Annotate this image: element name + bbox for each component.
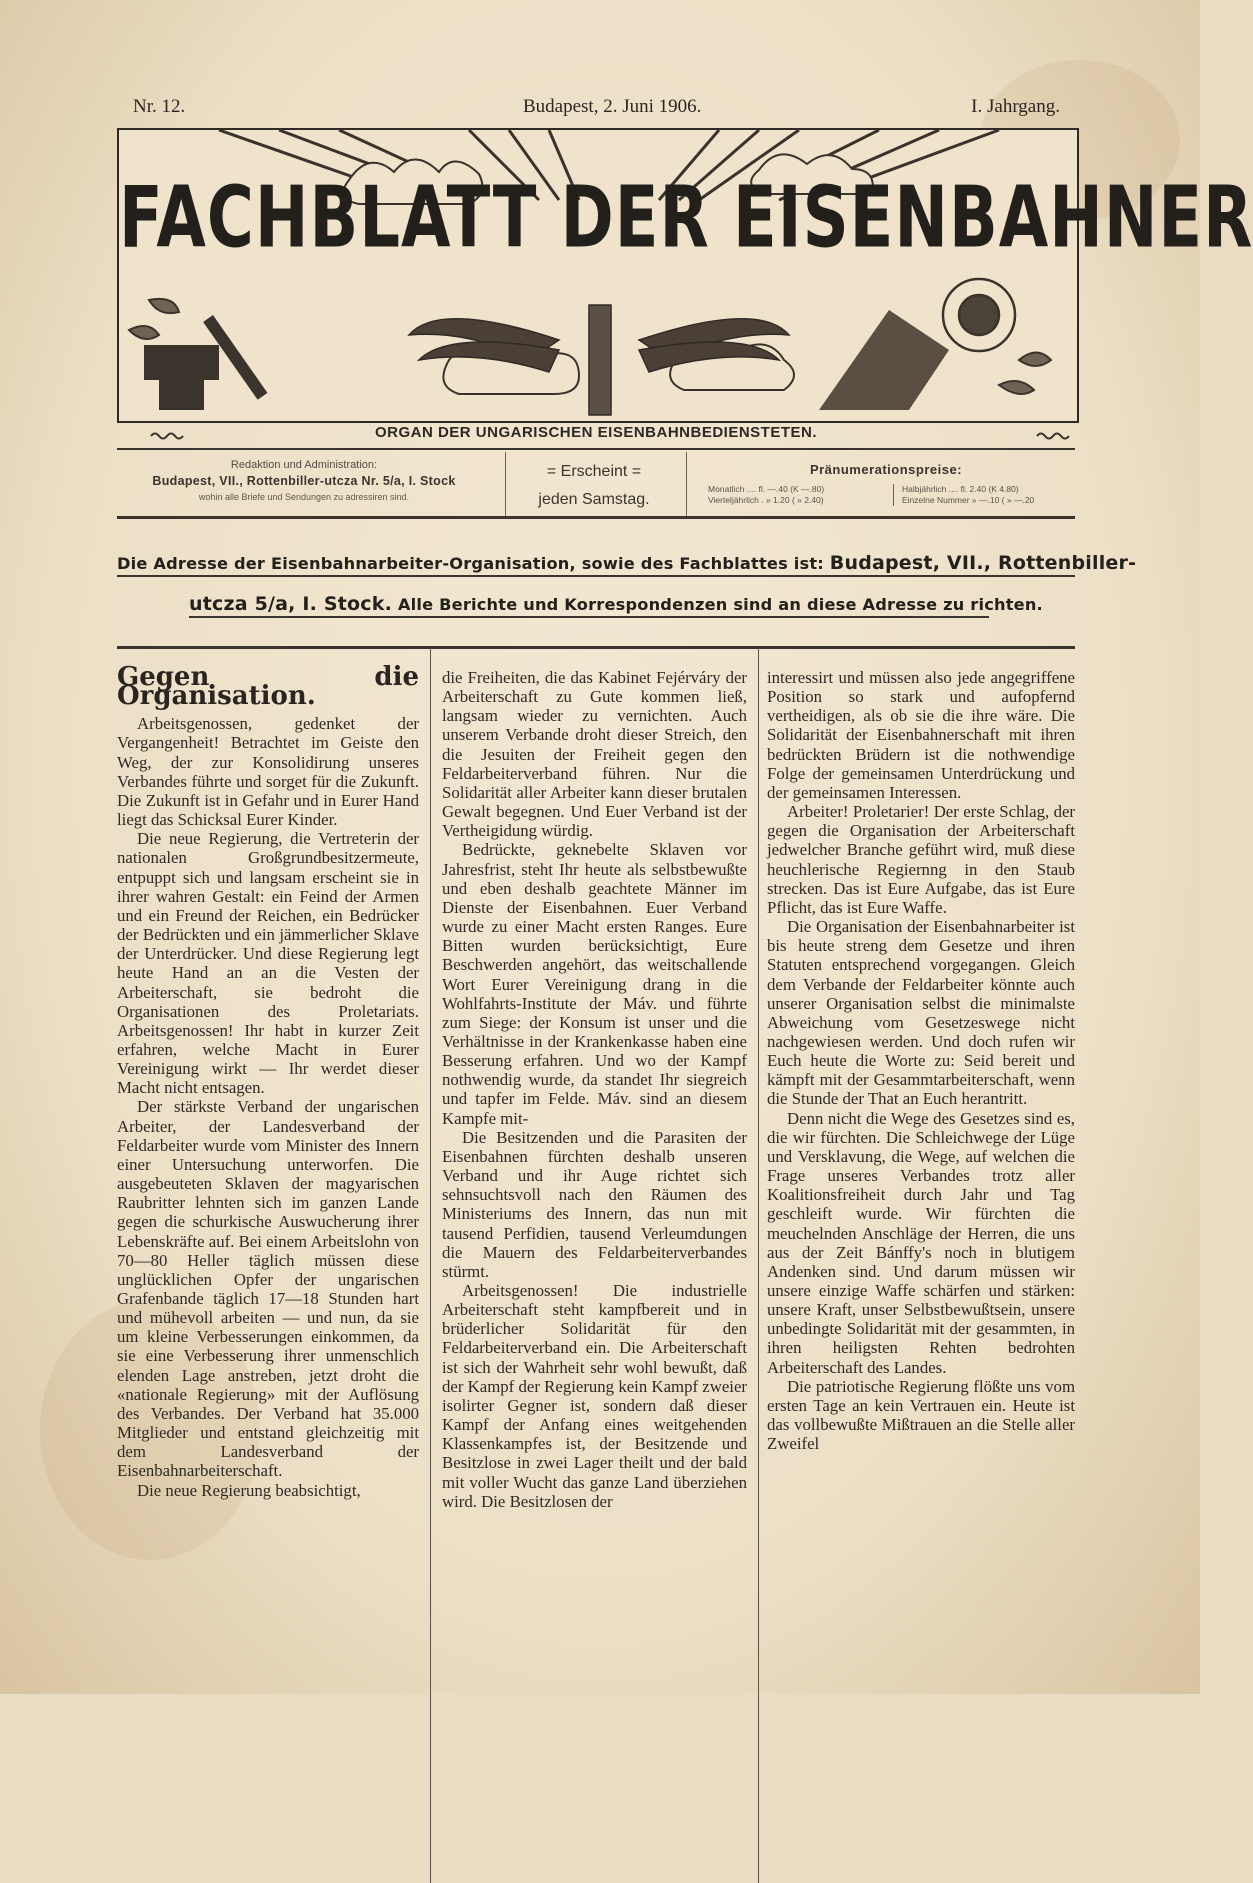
divider (505, 452, 506, 516)
paragraph: Die Besitzenden und die Parasiten der Eisenbahnen fürchten deshalb unseren Verband und ihr Auge richtet sich sehnsuchtsvoll nach den Räumen des Ministeriums des Innern, das nun mit tausend Perfidien, tausend Verleumdungen die Mauern des Feldarbeiterverbandes stürmt. (442, 1127, 747, 1281)
divider (893, 484, 894, 506)
paragraph: interessirt und müssen also jede angegriffene Position so stark und aufopfernd vertheidigen, als ob sie die ihre wäre. Die Solidarität der Eisenbahnerschaft mit ihren bedrückten Brüdern ist die nothwendige Folge der gemeinsamen Unterdrückung und der gemeinsamen Interessen. (767, 668, 1075, 802)
ornament-icon (1036, 431, 1070, 440)
notice-address: utcza 5/a, I. Stock. (189, 593, 393, 615)
notice-line-2 (189, 593, 1043, 615)
article-title: Gegen die Organisation. (117, 662, 419, 712)
underline (189, 616, 989, 618)
notice-line-1 (117, 552, 1137, 574)
price-half: Halbjährlich .... fl. 2.40 (K 4.80) (902, 484, 1019, 494)
paragraph: Die neue Regierung beabsichtigt, (137, 1480, 361, 1500)
prices-title: Pränumerationspreise: (809, 462, 963, 477)
erscheint-box (516, 463, 672, 509)
erscheint-label: = Erscheint = (546, 463, 642, 480)
issue-line (130, 96, 1060, 120)
column-divider (758, 648, 759, 1883)
paragraph: Arbeitsgenossen, gedenket der Vergangenheit! Betrachtet im Geiste den Weg, der zur Konsolidirung unseres Verbandes führte und sorget für die Zukunft. Die Zukunft ist in Gefahr und in Eurer Hand liegt das Schicksal Eurer Kinder. (117, 714, 419, 830)
redaktion-note: wohin alle Briefe und Sendungen zu adressiren sind. (198, 492, 410, 502)
notice-address: Budapest, VII., Rottenbiller- (829, 552, 1137, 574)
divider (117, 646, 1075, 649)
redaktion-label: Redaktion und Administration: (230, 459, 378, 471)
paragraph: Arbeiter! Proletarier! Der erste Schlag, der gegen die Organisation der Arbeiterschaft jedwelcher Branche geführt wird, muß diese heuchlerische Regiernng in den Staub strecken. Das ist Eure Aufgabe, das ist Eure Pflicht, das ist Eure Waffe. (767, 802, 1075, 917)
prices-right (902, 484, 1034, 506)
underline (117, 575, 1075, 577)
masthead-title: FACHBLATT DER EISENBAHNER (119, 170, 1253, 268)
issue-number: Nr. 12. (133, 96, 186, 117)
paragraph: Denn nicht die Wege des Gesetzes sind es, die wir fürchten. Die Schleichwege der Lüge und Versklavung, die Wege, auf welchen die Frage unseres Verbandes trotz aller Koalitionsfreiheit durch Jahr und Tag geschleift wurde. Wir fürchten die meuchelnden Anschläge der Herren, die uns aus der Zeit Bánffy's noch in blutigem Andenken sind. Und darum müssen wir unsere einzige Waffe schärfen und stärken: unsere Kraft, unser Selbstbewußtsein, unsere unbedingte Solidarität mit der gesammten, in ihren heiligsten Rehten bedrohten Arbeiterschaft des Landes. (767, 1108, 1075, 1377)
masthead-subtitle: ORGAN DER UNGARISCHEN EISENBAHNBEDIENSTETEN. (374, 424, 818, 441)
erscheint-day: jeden Samstag. (538, 491, 650, 508)
divider (686, 452, 687, 516)
paragraph: Bedrückte, geknebelte Sklaven vor Jahresfrist, steht Ihr heute als selbstbewußte und eben deshalb geachtete Männer im Dienste der Eisenbahnen. Euer Verband wurde zu einer Macht ersten Ranges. Eure Bitten wurden berücksichtigt, Eure Beschwerden angehört, das weitschallende Wort Eurer Vereinigung drang in die Wohlfahrts-Institute der Máv. und führte zum Siege: der Konsum ist unser und die Verhältnisse in der Krankenkasse haben eine Besserung erfahren. Und wo der Kampf nothwendig wurde, da standet Ihr siegreich und tapfer im Felde. Máv. sind an diesem Kampfe mit- (442, 840, 747, 1128)
paragraph: die Freiheiten, die das Kabinet Fejérváry der Arbeiterschaft zu Gute kommen ließ, langsam wieder zu vernichten. Auch unserem Verbande droht dieser Streich, den die Jesuiten der Freiheit gegen den Feldarbeiterverband führen. Nur die Solidarität aller Arbeiter kann dieser brutalen Gewalt begegnen. Und Euer Verband ist der Vertheigidung würdig. (442, 668, 747, 841)
paragraph: Die Organisation der Eisenbahnarbeiter ist bis heute streng dem Gesetze und ihren Statuten entsprechend vorgegangen. Gleich dem Verbande der Feldarbeiter könnte auch unserer Organisation selbst die minimalste Abweichung vom Gesetzeswege nicht nachgewiesen werden. Und doch rufen wir Euch heute die Worte zu: Seid bereit und kämpft mit der Gesammtarbeiterschaft, wenn die Stunde der That an Euch herantritt. (767, 917, 1075, 1109)
column-divider (430, 648, 431, 1883)
divider (117, 516, 1075, 519)
paragraph: Die patriotische Regierung flößte uns vom ersten Tage an kein Vertrauen ein. Heute ist das vollbewußte Mißtrauen an die Stelle aller Zweifel (767, 1376, 1075, 1454)
article-column-1 (117, 662, 419, 1500)
divider (117, 448, 1075, 450)
redaktion-address: Budapest, VII., Rottenbiller-utcza Nr. 5/a, I. Stock (152, 474, 456, 488)
paragraph: Die neue Regierung, die Vertreterin der nationalen Großgrundbesitzermeute, entpuppt sich und langsam erscheint sie in ihrer wahren Gestalt: ein Feind der Armen und ein Freund der Reichen, ein Bedrücker der Bedrückten und ein jämmerlicher Sklave der Unterdrücker. Und diese Regierung legt heute Hand an an die Vesten der Arbeiterschaft, sie bedroht die Organisationen des Proletariats. Arbeitsgenossen! Ihr habt in kurzer Zeit erfahren, welche Macht in Eurer Vereinigung wirkt — Ihr werdet dieser Macht nicht entsagen. (117, 829, 419, 1098)
paragraph: Arbeitsgenossen! Die industrielle Arbeiterschaft steht kampfbereit und in brüderlicher Solidarität für den Feldarbeiterverband ein. Die Arbeiterschaft ist sich der Wahrheit sehr wohl bewußt, daß der Kampf der Regierung kein Kampf zweier isolirter Gegner ist, sondern daß dieser Kampf der Anfang eines weitgehenden Klassenkampfes ist, der Besitzende und Besitzlose in zwei Lager theilt und der bald mit voller Wucht das ganze Land überziehen wird. Die Besitzlosen der (442, 1281, 747, 1511)
prices-left (708, 484, 824, 506)
notice-text: Alle Berichte und Korrespondenzen sind an diese Adresse zu richten. (392, 595, 1043, 614)
price-single: Einzelne Nummer » —.10 ( » —.20 (902, 495, 1035, 505)
prices-box (696, 462, 1076, 505)
dateline: Budapest, 2. Juni 1906. (523, 96, 702, 117)
masthead (117, 128, 1253, 423)
volume-number: I. Jahrgang. (971, 96, 1060, 117)
redaktion-box (117, 459, 491, 509)
price-quarterly: Vierteljährlich . » 1.20 ( » 2.40) (708, 495, 824, 505)
notice-text: Die Adresse der Eisenbahnarbeiter-Organisation, sowie des Fachblattes ist: (117, 554, 830, 573)
article-column-2 (442, 668, 747, 1511)
price-monthly: Monatlich .... fl. —.40 (K —.80) (708, 484, 825, 494)
paragraph: Der stärkste Verband der ungarischen Arbeiter, der Landesverband der Feldarbeiter wurde vom Minister des Innern einer Untersuchung unterworfen. Die ausgebeuteten Sklaven der magyarischen Raubritter lehnten sich im ganzen Lande gegen die schurkische Auswucherung ihrer Lebenskräfte auf. Bei einem Arbeitslohn von 70—80 Heller täglich müssen diese unglücklichen Opfer der ungarischen Grafenbande täglich 17—18 Stunden hart und mühevoll arbeiten — und nun, da sie um kleine Verbesserungen einkommen, da sie eine Verbesserung ihrer unmenschlich elenden Lage anstreben, jetzt droht die «nationale Regierung» mit der Auflösung des Verbandes. Der Verband hat 35.000 Mitglieder und entstand gleichzeitig mit dem Landesverband der Eisenbahnarbeiterschaft. (117, 1097, 419, 1481)
article-column-3 (767, 668, 1075, 1453)
